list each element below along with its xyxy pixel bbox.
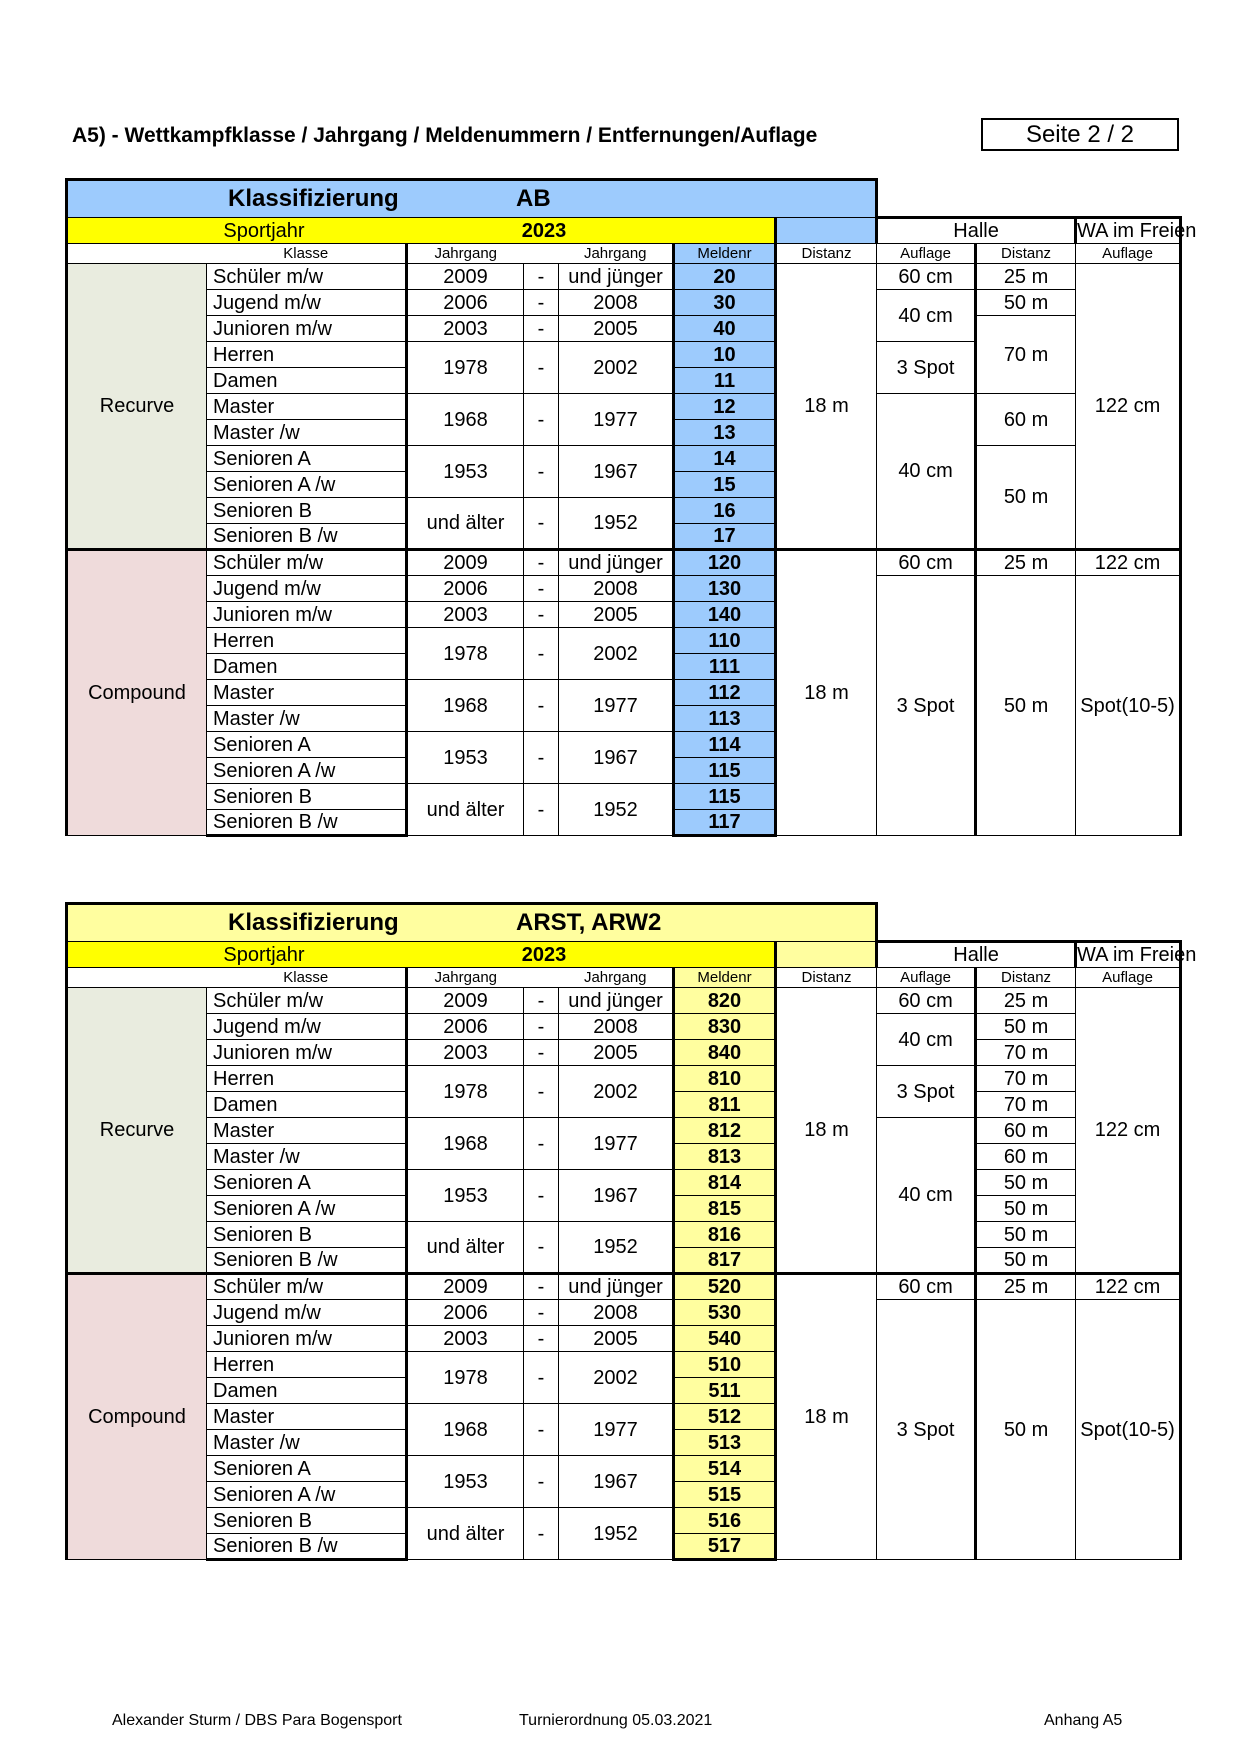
wa-distanz: 25 m <box>976 1274 1076 1300</box>
halle-distanz: 18 m <box>776 264 877 550</box>
meldenr-cell: 112 <box>674 680 776 706</box>
dash: - <box>524 342 559 394</box>
wa-auflage: 122 cm <box>1076 550 1181 576</box>
klasse-cell: Schüler m/w <box>207 550 407 576</box>
dash: - <box>524 1014 559 1040</box>
wa-distanz: 60 m <box>976 1144 1076 1170</box>
table <box>65 902 1197 1561</box>
klasse-cell: Herren <box>207 628 407 654</box>
meldenr-cell: 517 <box>674 1534 776 1560</box>
wa-auflage: 122 cm <box>1076 264 1181 550</box>
jahrgang-from: und älter <box>407 1222 524 1274</box>
jahrgang-from: 2009 <box>407 1274 524 1300</box>
dash: - <box>524 1508 559 1560</box>
klasse-cell: Junioren m/w <box>207 1040 407 1066</box>
klasse-cell: Junioren m/w <box>207 1326 407 1352</box>
sportjahr-bar <box>67 942 776 968</box>
halle-auflage: 40 cm <box>877 394 976 550</box>
category-compound: Compound <box>67 1274 207 1560</box>
meldenr-cell: 20 <box>674 264 776 290</box>
wa-auflage-header: Auflage <box>1076 968 1181 988</box>
klasse-cell: Damen <box>207 1092 407 1118</box>
table-row <box>67 988 1181 1014</box>
table-title <box>67 180 877 218</box>
meldenr-cell: 820 <box>674 988 776 1014</box>
dash: - <box>524 602 559 628</box>
klasse-cell: Jugend m/w <box>207 576 407 602</box>
jahrgang-to: 2008 <box>559 576 674 602</box>
dash: - <box>524 576 559 602</box>
category-recurve: Recurve <box>67 988 207 1274</box>
table-row <box>67 264 1181 290</box>
meldenr-cell: 115 <box>674 758 776 784</box>
jahrgang-from: 2006 <box>407 1300 524 1326</box>
dash: - <box>524 1456 559 1508</box>
jahrgang-from: 1978 <box>407 1066 524 1118</box>
dash: - <box>524 1066 559 1118</box>
jahrgang-from: 1968 <box>407 394 524 446</box>
jahrgang-to: 2005 <box>559 316 674 342</box>
jahrgang-to: 1977 <box>559 680 674 732</box>
halle-auflage: 60 cm <box>877 550 976 576</box>
klasse-cell: Senioren B <box>207 784 407 810</box>
dash: - <box>524 1404 559 1456</box>
jahrgang-from: 1978 <box>407 1352 524 1404</box>
klasse-cell: Senioren B /w <box>207 1248 407 1274</box>
dash: - <box>524 1326 559 1352</box>
dash: - <box>524 290 559 316</box>
klasse-cell: Senioren A <box>207 446 407 472</box>
jahrgang-from: 1968 <box>407 1404 524 1456</box>
meldenr-cell: 815 <box>674 1196 776 1222</box>
halle-distanz: 18 m <box>776 988 877 1274</box>
wa-auflage-header: Auflage <box>1076 244 1181 264</box>
klasse-cell: Senioren B /w <box>207 1534 407 1560</box>
wa-distanz: 60 m <box>976 1118 1076 1144</box>
jahrgang-to: und jünger <box>559 1274 674 1300</box>
jahrgang-from: 2003 <box>407 1040 524 1066</box>
dash: - <box>524 264 559 290</box>
sportjahr-label: Sportjahr <box>223 943 305 966</box>
klasse-cell: Master <box>207 680 407 706</box>
meldenr-cell: 512 <box>674 1404 776 1430</box>
jahrgang-from: 1978 <box>407 342 524 394</box>
klasse-cell: Master <box>207 394 407 420</box>
klasse-cell: Schüler m/w <box>207 264 407 290</box>
jahrgang-to: 2005 <box>559 602 674 628</box>
jahrgang-from: 2009 <box>407 988 524 1014</box>
meldenr-cell: 830 <box>674 1014 776 1040</box>
jahrgang-from: und älter <box>407 784 524 836</box>
meldenr-cell: 511 <box>674 1378 776 1404</box>
meldenr-cell: 817 <box>674 1248 776 1274</box>
halle-auflage: 40 cm <box>877 1014 976 1066</box>
jahrgang-from: 1953 <box>407 1456 524 1508</box>
klasse-cell: Master <box>207 1118 407 1144</box>
jahrgang-to: 2008 <box>559 1014 674 1040</box>
wa-distanz: 50 m <box>976 446 1076 550</box>
jahrgang-from: 1968 <box>407 680 524 732</box>
table-row <box>67 1066 1181 1092</box>
table-row <box>67 1118 1181 1144</box>
jahrgang-to: 1952 <box>559 1508 674 1560</box>
jahrgang-to: und jünger <box>559 550 674 576</box>
footer-appendix: Anhang A5 <box>1044 1712 1123 1729</box>
halle-auflage: 60 cm <box>877 988 976 1014</box>
dash: - <box>524 1040 559 1066</box>
klasse-cell: Herren <box>207 342 407 368</box>
meldenr-cell: 812 <box>674 1118 776 1144</box>
klasse-cell: Senioren A /w <box>207 758 407 784</box>
meldenr-cell: 515 <box>674 1482 776 1508</box>
jahrgang-to: 1977 <box>559 1118 674 1170</box>
jahrgang-from: und älter <box>407 1508 524 1560</box>
halle-auflage-header: Auflage <box>877 968 976 988</box>
wa-distanz: 50 m <box>976 576 1076 836</box>
klasse-cell: Damen <box>207 654 407 680</box>
table-title <box>67 904 877 942</box>
halle-header: Halle <box>877 942 1076 968</box>
table-row <box>67 1300 1181 1326</box>
klasse-cell: Master /w <box>207 706 407 732</box>
halle-auflage: 3 Spot <box>877 576 976 836</box>
jahrgang-from: 2009 <box>407 550 524 576</box>
jahrgang-to: 2008 <box>559 1300 674 1326</box>
meldenr-cell: 115 <box>674 784 776 810</box>
meldenr-cell: 13 <box>674 420 776 446</box>
meldenr-cell: 10 <box>674 342 776 368</box>
jahrgang-from: und älter <box>407 498 524 550</box>
jahrgang-from: 1953 <box>407 732 524 784</box>
wa-auflage: 122 cm <box>1076 988 1181 1274</box>
jahrgang-to: 2005 <box>559 1040 674 1066</box>
jahrgang-from: 1953 <box>407 1170 524 1222</box>
sportjahr-label: Sportjahr <box>223 219 305 242</box>
dash: - <box>524 1300 559 1326</box>
wa-distanz: 70 m <box>976 1066 1076 1092</box>
klasse-cell: Senioren B <box>207 1222 407 1248</box>
class-code: AB <box>516 185 551 212</box>
category-compound: Compound <box>67 550 207 836</box>
meldenr-cell: 516 <box>674 1508 776 1534</box>
table-row <box>67 576 1181 602</box>
jahrgang-from: 2006 <box>407 1014 524 1040</box>
jahrgang-to: 1977 <box>559 394 674 446</box>
meldenr-cell: 120 <box>674 550 776 576</box>
dash: - <box>524 1352 559 1404</box>
klasse-cell: Herren <box>207 1352 407 1378</box>
dash: - <box>524 988 559 1014</box>
jahrgang-from: 2003 <box>407 602 524 628</box>
halle-auflage: 3 Spot <box>877 1066 976 1118</box>
klasse-cell: Master /w <box>207 1430 407 1456</box>
wa-distanz: 50 m <box>976 1014 1076 1040</box>
halle-distanz: 18 m <box>776 1274 877 1560</box>
meldenr-header: Meldenr <box>674 968 776 988</box>
meldenr-cell: 814 <box>674 1170 776 1196</box>
category-recurve: Recurve <box>67 264 207 550</box>
klasse-cell: Senioren B /w <box>207 810 407 836</box>
klasse-cell: Senioren B /w <box>207 524 407 550</box>
klasse-cell: Schüler m/w <box>207 988 407 1014</box>
meldenr-cell: 514 <box>674 1456 776 1482</box>
halle-auflage: 40 cm <box>877 1118 976 1274</box>
classification-table-arst-arw2 <box>65 902 1197 1561</box>
klasse-cell: Jugend m/w <box>207 1300 407 1326</box>
jahrgang-from-header: Jahrgang <box>407 968 524 988</box>
sportjahr-bar <box>67 218 776 244</box>
klasse-cell: Master <box>207 1404 407 1430</box>
klasse-cell: Senioren A /w <box>207 1196 407 1222</box>
page-number-box: Seite 2 / 2 <box>981 118 1179 151</box>
klasse-cell: Jugend m/w <box>207 1014 407 1040</box>
klasse-cell: Senioren A <box>207 732 407 758</box>
wa-distanz: 25 m <box>976 264 1076 290</box>
wa-distanz-header: Distanz <box>976 244 1076 264</box>
jahrgang-to: 2002 <box>559 1352 674 1404</box>
jahrgang-from: 1968 <box>407 1118 524 1170</box>
klasse-cell: Damen <box>207 368 407 394</box>
dash: - <box>524 1118 559 1170</box>
klasse-cell: Senioren B <box>207 498 407 524</box>
wa-header: WA im Freien <box>1076 218 1181 244</box>
wa-distanz-header: Distanz <box>976 968 1076 988</box>
wa-distanz: 50 m <box>976 1196 1076 1222</box>
klasse-cell: Senioren A /w <box>207 1482 407 1508</box>
jahrgang-to: 1967 <box>559 1170 674 1222</box>
classification-table-ab <box>65 178 1197 837</box>
meldenr-cell: 17 <box>674 524 776 550</box>
jahrgang-to: 2002 <box>559 1066 674 1118</box>
klasse-cell: Senioren B <box>207 1508 407 1534</box>
wa-auflage: Spot(10-5) <box>1076 576 1181 836</box>
jahrgang-to: 1967 <box>559 446 674 498</box>
sportjahr-value: 2023 <box>521 943 567 966</box>
wa-distanz: 50 m <box>976 1248 1076 1274</box>
dash: - <box>524 1274 559 1300</box>
jahrgang-to: und jünger <box>559 988 674 1014</box>
meldenr-cell: 510 <box>674 1352 776 1378</box>
halle-header: Halle <box>877 218 1076 244</box>
meldenr-cell: 40 <box>674 316 776 342</box>
halle-distanz-header: Distanz <box>776 968 877 988</box>
wa-distanz: 50 m <box>976 1300 1076 1560</box>
document-title: A5) - Wettkampfklasse / Jahrgang / Meldenummern / Entfernungen/Auflage <box>72 124 818 147</box>
footer-document: Turnierordnung 05.03.2021 <box>519 1712 713 1729</box>
meldenr-cell: 15 <box>674 472 776 498</box>
table-row <box>67 1170 1181 1196</box>
dash: - <box>524 550 559 576</box>
meldenr-cell: 114 <box>674 732 776 758</box>
table-row <box>67 1274 1181 1300</box>
table-row <box>67 290 1181 316</box>
meldenr-cell: 530 <box>674 1300 776 1326</box>
meldenr-cell: 130 <box>674 576 776 602</box>
jahrgang-to: 1952 <box>559 1222 674 1274</box>
table-row <box>67 1222 1181 1248</box>
halle-distanz: 18 m <box>776 550 877 836</box>
jahrgang-to-header: Jahrgang <box>559 968 674 988</box>
halle-auflage: 40 cm <box>877 290 976 342</box>
klasse-cell: Master /w <box>207 1144 407 1170</box>
wa-distanz: 60 m <box>976 394 1076 446</box>
klasse-cell: Senioren A <box>207 1456 407 1482</box>
wa-distanz: 70 m <box>976 316 1076 394</box>
dash: - <box>524 628 559 680</box>
wa-distanz: 70 m <box>976 1092 1076 1118</box>
dash: - <box>524 498 559 550</box>
meldenr-cell: 520 <box>674 1274 776 1300</box>
klassifizierung-label: Klassifizierung <box>228 909 399 936</box>
jahrgang-from: 2006 <box>407 290 524 316</box>
jahrgang-to: 2005 <box>559 1326 674 1352</box>
wa-distanz: 50 m <box>976 1222 1076 1248</box>
meldenr-cell: 513 <box>674 1430 776 1456</box>
dash: - <box>524 316 559 342</box>
meldenr-cell: 110 <box>674 628 776 654</box>
meldenr-cell: 14 <box>674 446 776 472</box>
meldenr-cell: 12 <box>674 394 776 420</box>
meldenr-cell: 540 <box>674 1326 776 1352</box>
dash: - <box>524 732 559 784</box>
wa-distanz: 25 m <box>976 550 1076 576</box>
klasse-cell: Jugend m/w <box>207 290 407 316</box>
halle-auflage: 3 Spot <box>877 1300 976 1560</box>
klasse-cell: Schüler m/w <box>207 1274 407 1300</box>
meldenr-cell: 140 <box>674 602 776 628</box>
wa-distanz: 50 m <box>976 290 1076 316</box>
jahrgang-from: 1953 <box>407 446 524 498</box>
klasse-cell: Damen <box>207 1378 407 1404</box>
klasse-cell: Senioren A /w <box>207 472 407 498</box>
dash: - <box>524 1222 559 1274</box>
meldenr-cell: 813 <box>674 1144 776 1170</box>
jahrgang-from: 2003 <box>407 316 524 342</box>
jahrgang-from: 2006 <box>407 576 524 602</box>
jahrgang-to: 2002 <box>559 342 674 394</box>
meldenr-cell: 30 <box>674 290 776 316</box>
jahrgang-from-header: Jahrgang <box>407 244 524 264</box>
jahrgang-to: 1952 <box>559 784 674 836</box>
meldenr-cell: 117 <box>674 810 776 836</box>
dash: - <box>524 680 559 732</box>
table-row <box>67 394 1181 420</box>
halle-auflage: 60 cm <box>877 1274 976 1300</box>
meldenr-header: Meldenr <box>674 244 776 264</box>
meldenr-cell: 111 <box>674 654 776 680</box>
halle-auflage: 60 cm <box>877 264 976 290</box>
klasse-cell: Senioren A <box>207 1170 407 1196</box>
dash: - <box>524 446 559 498</box>
meldenr-cell: 810 <box>674 1066 776 1092</box>
meldenr-cell: 816 <box>674 1222 776 1248</box>
jahrgang-to-header: Jahrgang <box>559 244 674 264</box>
sportjahr-value: 2023 <box>521 219 567 242</box>
klassifizierung-label: Klassifizierung <box>228 185 399 212</box>
jahrgang-from: 2003 <box>407 1326 524 1352</box>
klasse-header: Klasse <box>207 244 407 264</box>
jahrgang-from: 1978 <box>407 628 524 680</box>
meldenr-cell: 840 <box>674 1040 776 1066</box>
klasse-header: Klasse <box>207 968 407 988</box>
jahrgang-to: 1967 <box>559 1456 674 1508</box>
jahrgang-to: 1977 <box>559 1404 674 1456</box>
table-row <box>67 550 1181 576</box>
klasse-cell: Master /w <box>207 420 407 446</box>
meldenr-cell: 11 <box>674 368 776 394</box>
meldenr-cell: 811 <box>674 1092 776 1118</box>
halle-distanz-header: Distanz <box>776 244 877 264</box>
klasse-cell: Herren <box>207 1066 407 1092</box>
wa-auflage: Spot(10-5) <box>1076 1300 1181 1560</box>
wa-distanz: 25 m <box>976 988 1076 1014</box>
jahrgang-to: und jünger <box>559 264 674 290</box>
wa-distanz: 50 m <box>976 1170 1076 1196</box>
wa-header: WA im Freien <box>1076 942 1181 968</box>
jahrgang-to: 1952 <box>559 498 674 550</box>
table-row <box>67 446 1181 472</box>
class-code: ARST, ARW2 <box>516 909 662 936</box>
table-row <box>67 316 1181 342</box>
wa-auflage: 122 cm <box>1076 1274 1181 1300</box>
jahrgang-to: 1967 <box>559 732 674 784</box>
halle-auflage-header: Auflage <box>877 244 976 264</box>
meldenr-cell: 16 <box>674 498 776 524</box>
jahrgang-from: 2009 <box>407 264 524 290</box>
klasse-cell: Junioren m/w <box>207 316 407 342</box>
dash: - <box>524 394 559 446</box>
dash: - <box>524 1170 559 1222</box>
table-row <box>67 1040 1181 1066</box>
jahrgang-to: 2008 <box>559 290 674 316</box>
footer-author: Alexander Sturm / DBS Para Bogensport <box>112 1712 402 1729</box>
meldenr-cell: 113 <box>674 706 776 732</box>
jahrgang-to: 2002 <box>559 628 674 680</box>
table <box>65 178 1197 837</box>
dash: - <box>524 784 559 836</box>
halle-auflage: 3 Spot <box>877 342 976 394</box>
wa-distanz: 70 m <box>976 1040 1076 1066</box>
table-row <box>67 1014 1181 1040</box>
klasse-cell: Junioren m/w <box>207 602 407 628</box>
